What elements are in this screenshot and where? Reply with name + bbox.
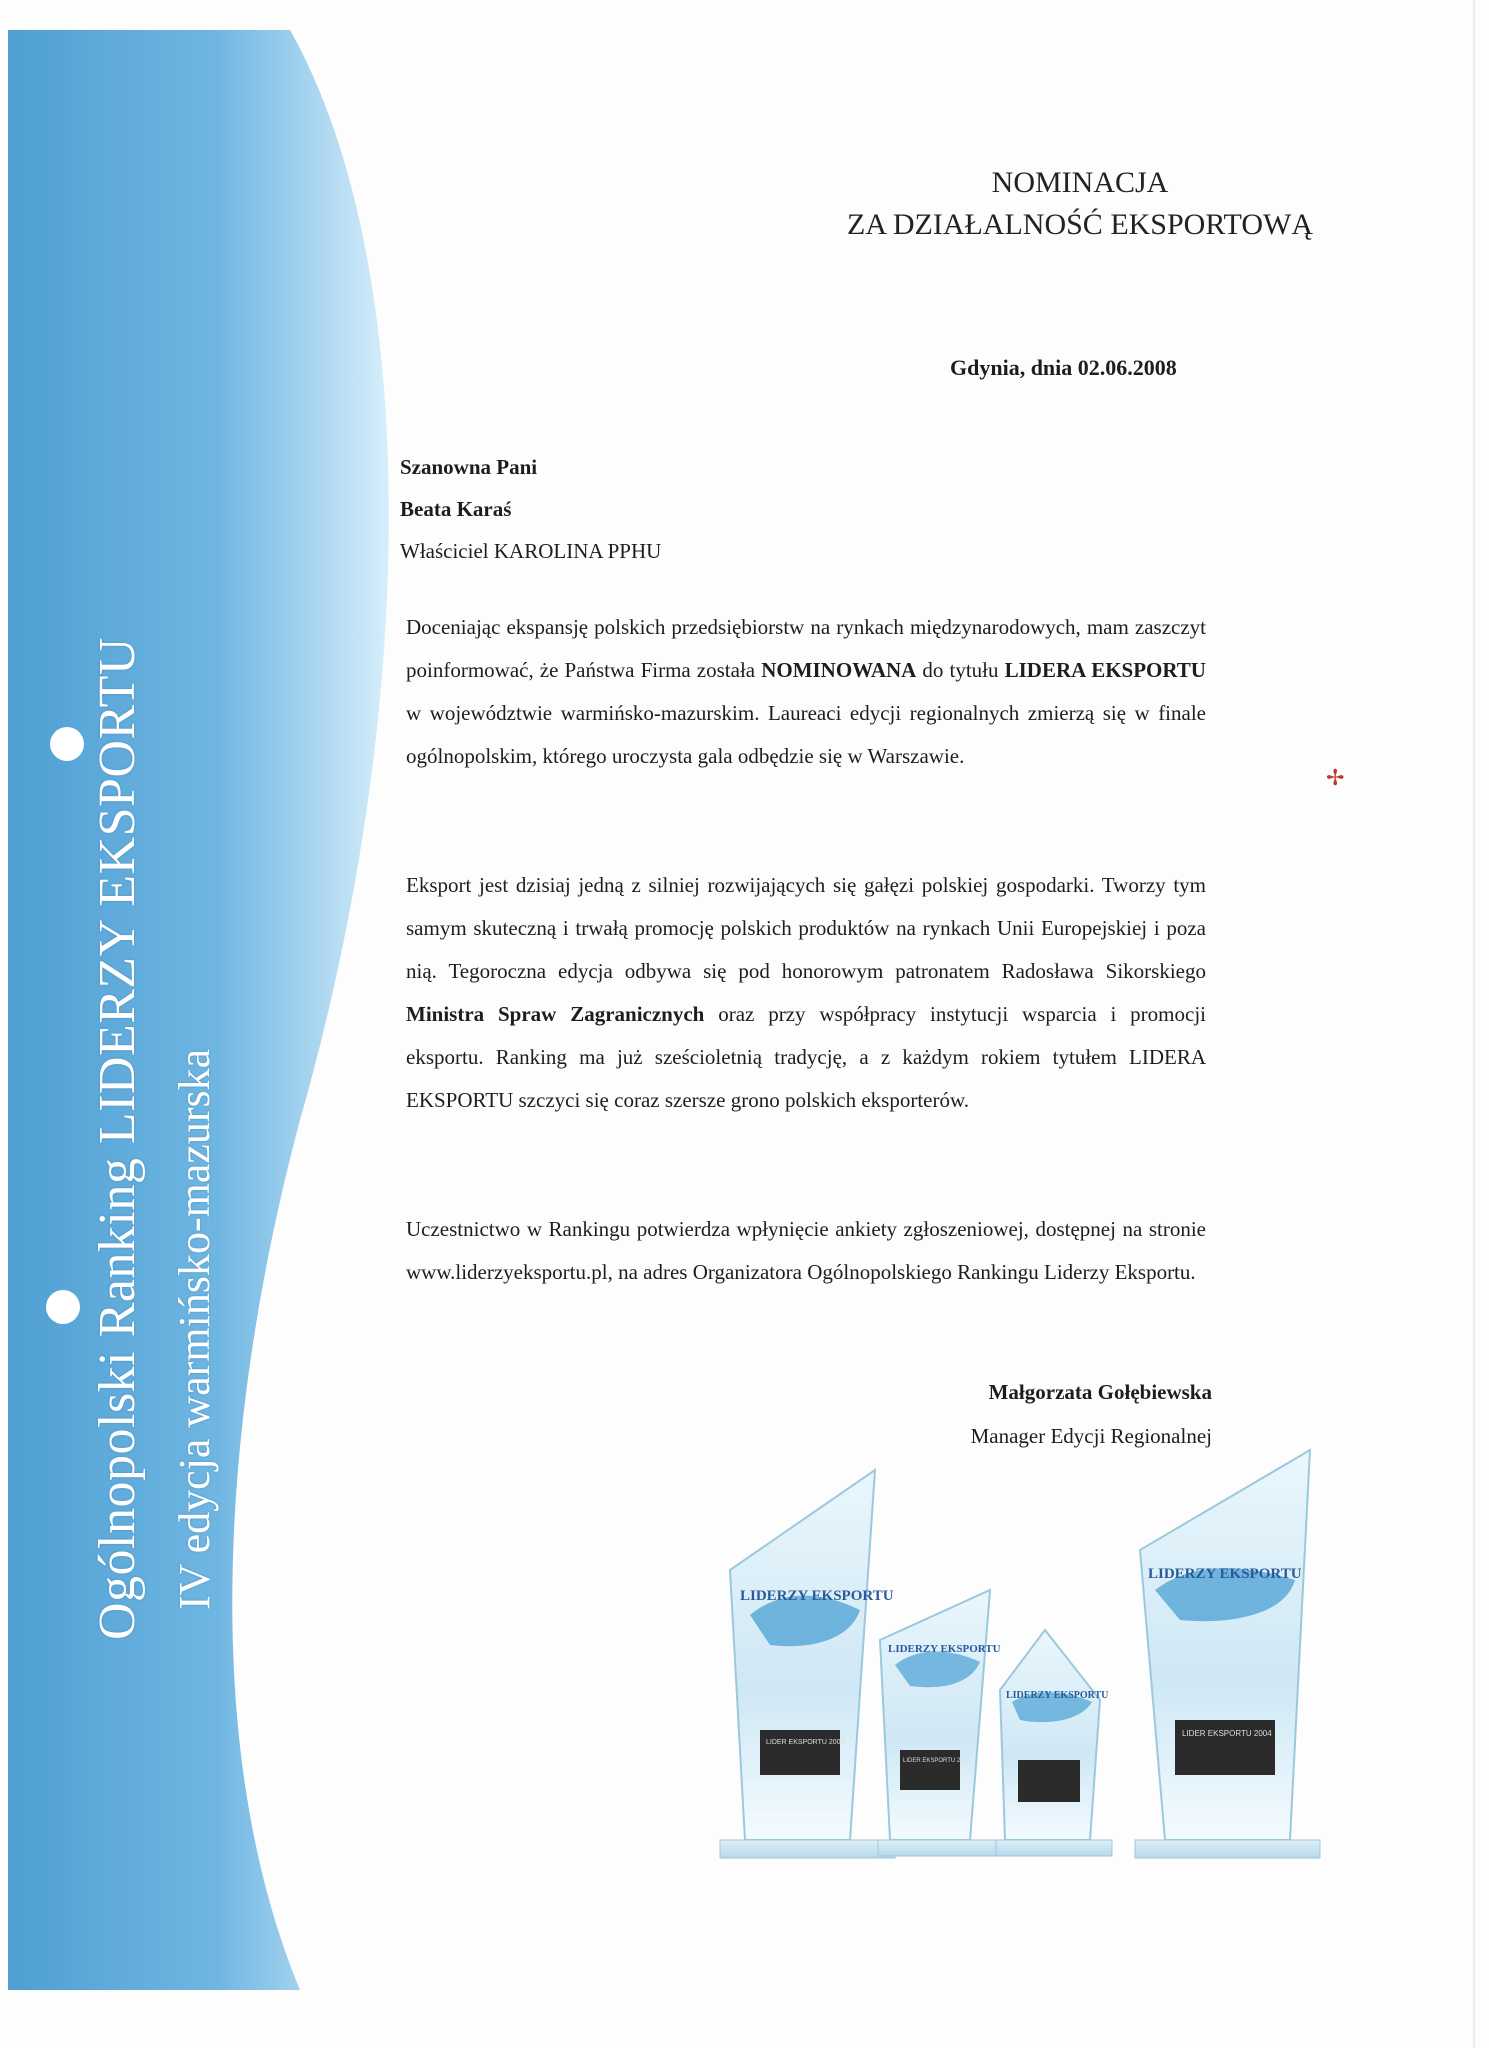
paragraph-2 bbox=[406, 864, 1206, 1122]
page-edge bbox=[1473, 0, 1475, 2048]
trophies-illustration bbox=[700, 1440, 1340, 1900]
trophy-3-logo: LIDERZY EKSPORTU bbox=[1006, 1690, 1109, 1701]
signatory-name: Małgorzata Gołębiewska bbox=[988, 1380, 1212, 1404]
document-heading bbox=[800, 162, 1360, 246]
trophy-2 bbox=[878, 1590, 1001, 1856]
punch-hole-top bbox=[50, 727, 84, 761]
p2-text-c: oraz przy współpracy instytucji wsparcia i promocji eksportu. Ranking ma już sześcioletnią tradycję, a z każdym rokiem tytułem LIDERA EKSPORTU szczyci się coraz szersze grono polskich eksporterów. bbox=[406, 1002, 1206, 1112]
banner-title: Ogólnopolski Ranking LIDERZY EKSPORTU bbox=[89, 637, 146, 1640]
addressee-position: Właściciel KAROLINA PPHU bbox=[400, 539, 662, 563]
salutation: Szanowna Pani bbox=[400, 455, 538, 479]
p2-minister: Ministra Spraw Zagranicznych bbox=[406, 1002, 705, 1026]
banner-subtitle: IV edycja warmińsko-mazurska bbox=[170, 1048, 219, 1610]
date-line: Gdynia, dnia 02.06.2008 bbox=[950, 355, 1177, 380]
addressee-name: Beata Karaś bbox=[400, 497, 512, 521]
p1-text-a: Doceniając ekspansję polskich przedsiębiorstw na rynkach międzynarodowych, mam zaszczyt poinformować, że Państwa Firma została bbox=[406, 615, 1206, 682]
red-mark-icon: ✢ bbox=[1326, 765, 1345, 790]
heading-line-2: ZA DZIAŁALNOŚĆ EKSPORTOWĄ bbox=[847, 208, 1313, 241]
paragraph-3: Uczestnictwo w Rankingu potwierdza wpłynięcie ankiety zgłoszeniowej, dostępnej na stronie www.liderzyeksportu.pl, na adres Organizatora Ogólnopolskiego Rankingu Liderzy Eksportu. bbox=[406, 1217, 1206, 1284]
trophy-4-logo: LIDERZY EKSPORTU bbox=[1148, 1566, 1302, 1582]
p1-text-c: do tytułu bbox=[916, 658, 1005, 682]
trophy-2-logo: LIDERZY EKSPORTU bbox=[888, 1643, 1001, 1655]
trophy-4-plaque: LIDER EKSPORTU 2004 bbox=[1182, 1729, 1272, 1738]
vertical-titles bbox=[88, 240, 220, 1640]
trophy-1-logo: LIDERZY EKSPORTU bbox=[740, 1588, 894, 1604]
trophy-3 bbox=[996, 1630, 1112, 1856]
p1-leader-title: LIDERA EKSPORTU bbox=[1004, 658, 1206, 682]
trophies-image bbox=[700, 1440, 1340, 1900]
addressee-block bbox=[400, 446, 661, 572]
heading-line-1: NOMINACJA bbox=[991, 166, 1169, 199]
signatory-role: Manager Edycji Regionalnej bbox=[970, 1424, 1212, 1448]
trophy-1 bbox=[720, 1470, 895, 1858]
side-banner bbox=[0, 0, 460, 2048]
p1-nominated: NOMINOWANA bbox=[761, 658, 917, 682]
p2-text-a: Eksport jest dzisiaj jedną z silniej rozwijających się gałęzi polskiej gospodarki. Tworzy tym samym skuteczną i trwałą promocję polskich produktów na rynkach Unii Europejskiej i poza nią. Tegoroczna edycja odbywa się pod honorowym patronatem Radosława Sikorskiego bbox=[406, 873, 1206, 983]
p1-text-e: w województwie warmińsko-mazurskim. Laureaci edycji regionalnych zmierzą się w finale ogólnopolskim, którego uroczysta gala odbędzie się w Warszawie. bbox=[406, 701, 1206, 768]
trophy-2-plaque: LIDER EKSPORTU 2004 bbox=[903, 1758, 971, 1764]
banner-background bbox=[0, 0, 460, 2048]
trophy-4 bbox=[1135, 1450, 1320, 1858]
trophy-1-plaque: LIDER EKSPORTU 2004 bbox=[766, 1739, 845, 1746]
punch-hole-bottom bbox=[46, 1290, 80, 1324]
paragraph-1 bbox=[406, 606, 1206, 778]
